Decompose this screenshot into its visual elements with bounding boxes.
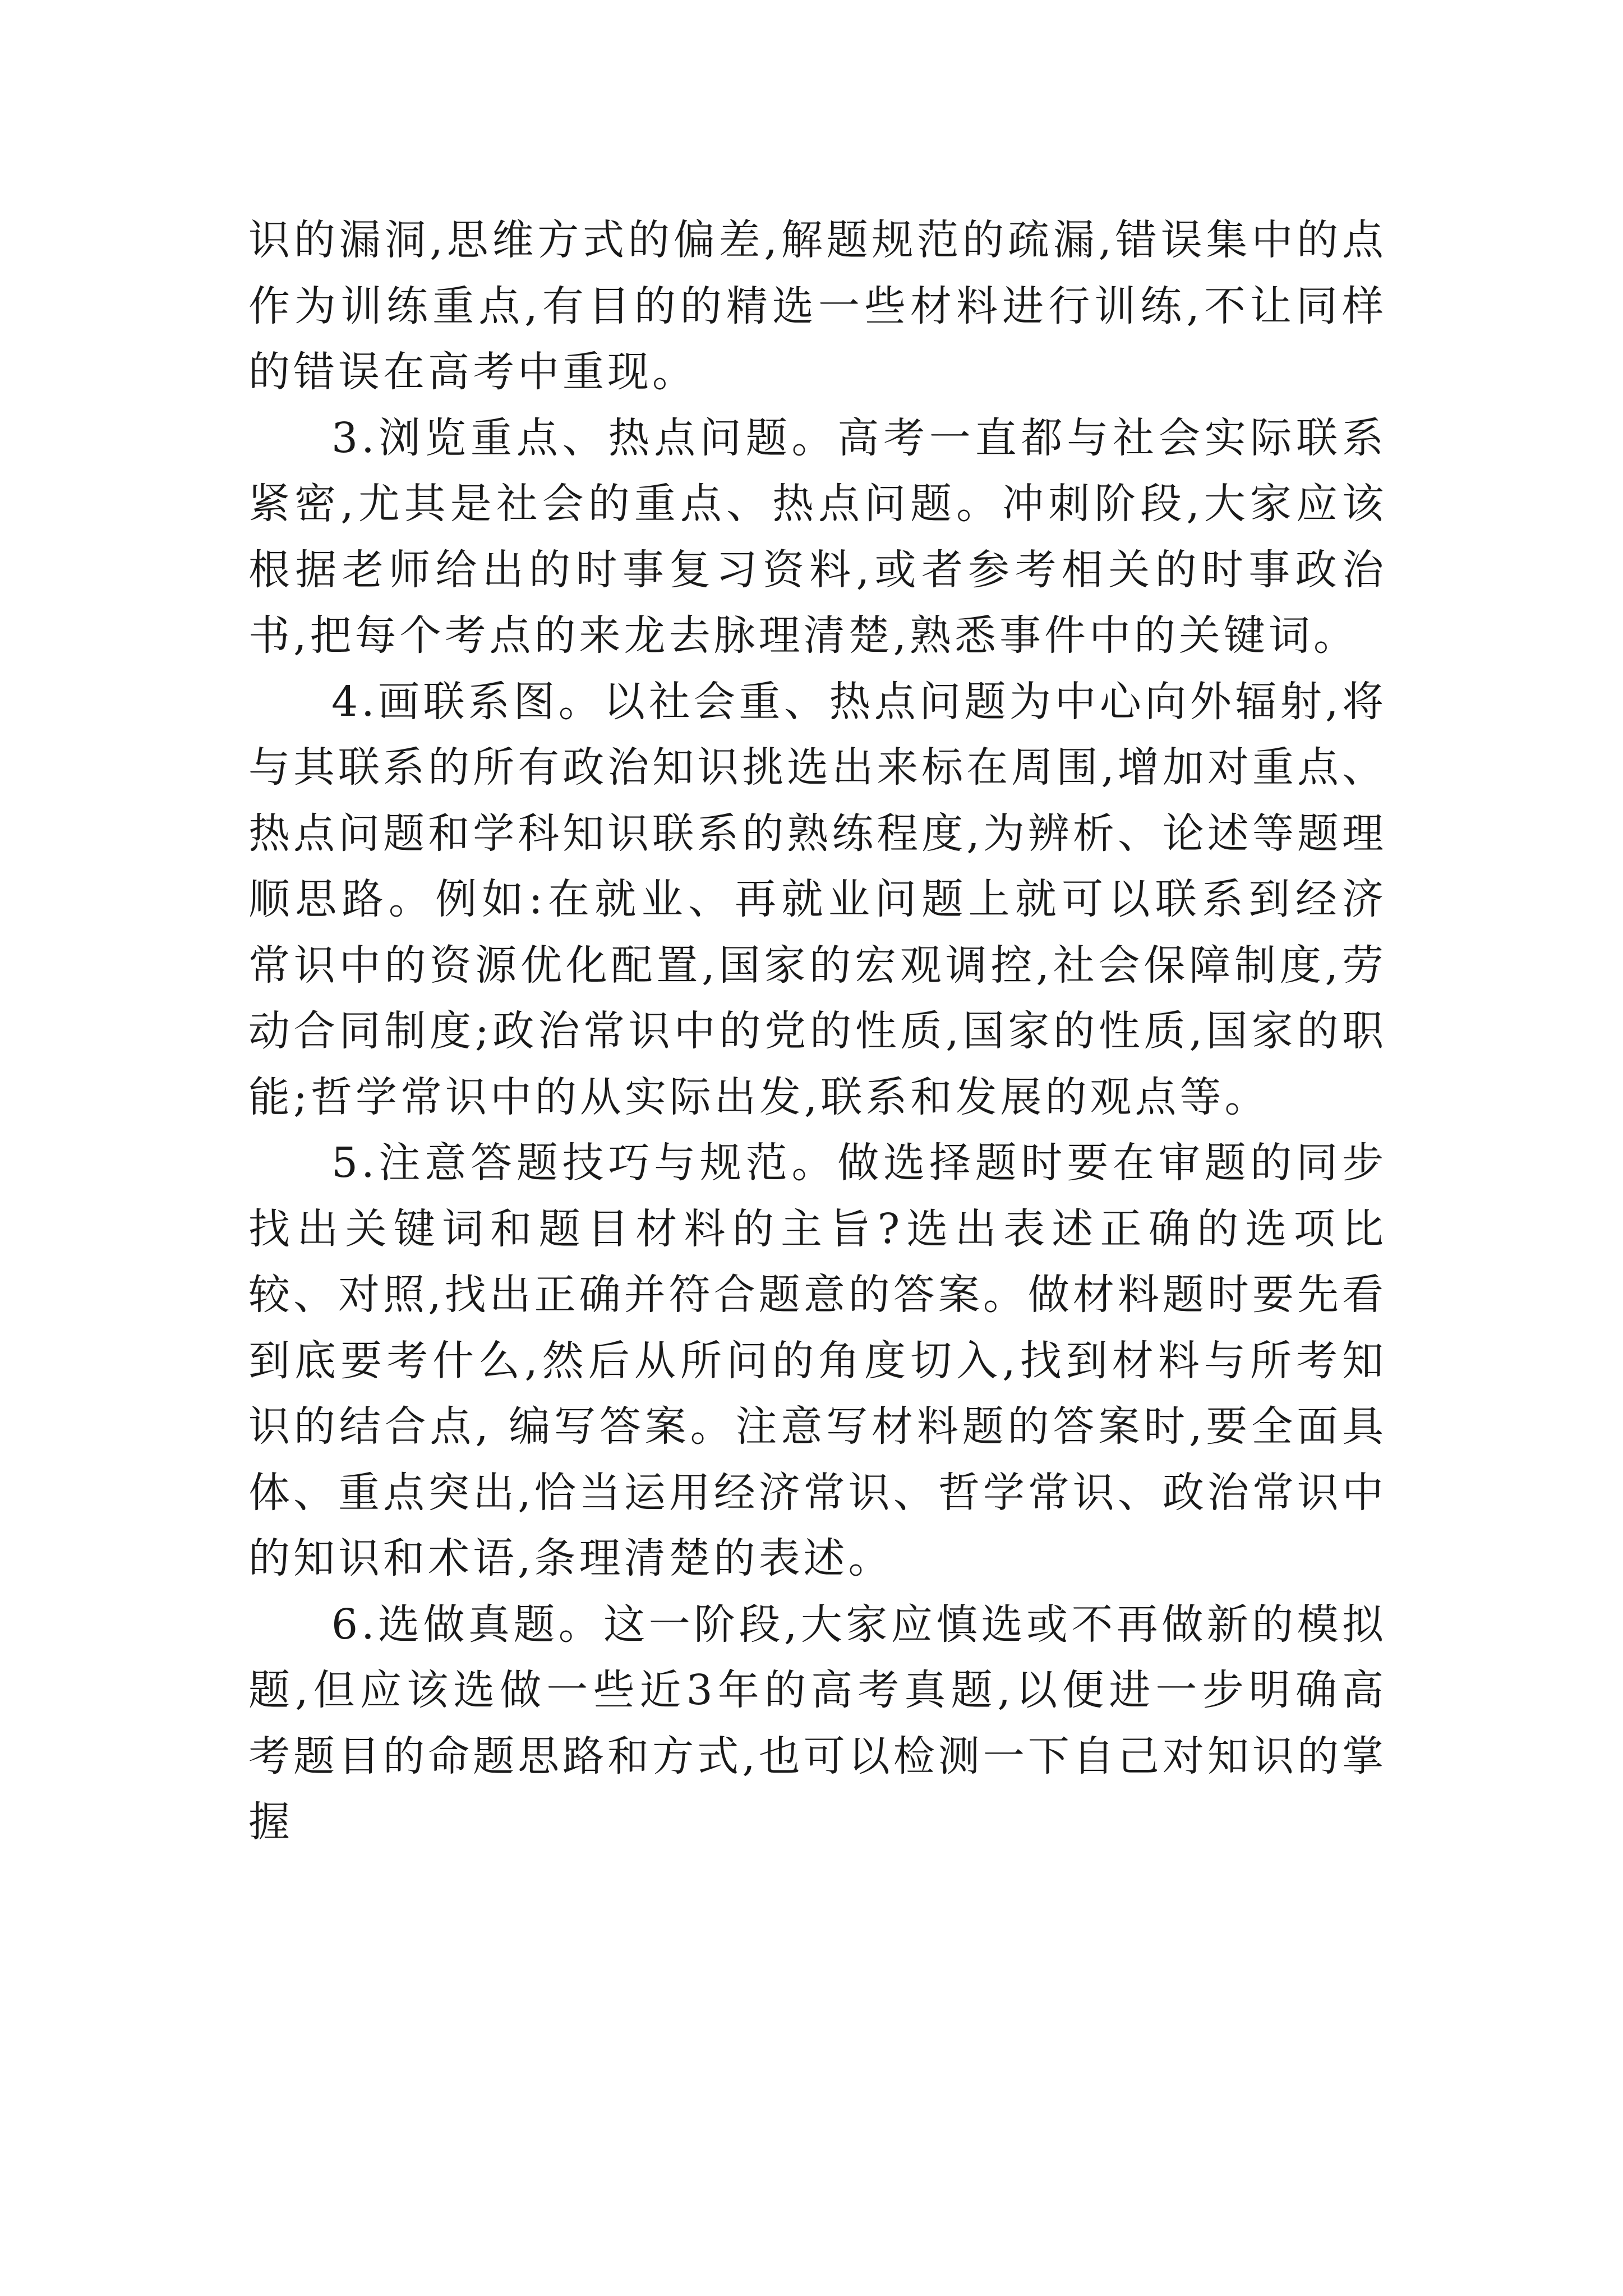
document-body bbox=[248, 208, 1387, 1856]
paragraph-1: 识的漏洞,思维方式的偏差,解题规范的疏漏,错误集中的点作为训练重点,有目的的精选一些材料进行训练,不让同样的错误在高考中重现。 bbox=[248, 216, 1387, 396]
paragraph-5: 6.选做真题。这一阶段,大家应慎选或不再做新的模拟题,但应该选做一些近3年的高考真题,以便进一步明确高考题目的命题思路和方式,也可以检测一下自己对知识的掌握 bbox=[248, 1600, 1387, 1846]
paragraph-3: 4.画联系图。以社会重、热点问题为中心向外辐射,将与其联系的所有政治知识挑选出来标在周围,增加对重点、热点问题和学科知识联系的熟练程度,为辨析、论述等题理顺思路。例如:在就业、再就业问题上就可以联系到经济常识中的资源优化配置,国家的宏观调控,社会保障制度,劳动合同制度;政治常识中的党的性质,国家的性质,国家的职能;哲学常识中的从实际出发,联系和发展的观点等。 bbox=[248, 677, 1387, 1121]
paragraph-4: 5.注意答题技巧与规范。做选择题时要在审题的同步找出关键词和题目材料的主旨?选出表述正确的选项比较、对照,找出正确并符合题意的答案。做材料题时要先看到底要考什么,然后从所问的角度切入,找到材料与所考知识的结合点, 编写答案。注意写材料题的答案时,要全面具体、重点突出,恰当运用经济常识、哲学常识、政治常识中的知识和术语,条理清楚的表述。 bbox=[248, 1139, 1387, 1582]
paragraph-2: 3.浏览重点、热点问题。高考一直都与社会实际联系紧密,尤其是社会的重点、热点问题。冲刺阶段,大家应该根据老师给出的时事复习资料,或者参考相关的时事政治书,把每个考点的来龙去脉理清楚,熟悉事件中的关键词。 bbox=[248, 413, 1387, 660]
